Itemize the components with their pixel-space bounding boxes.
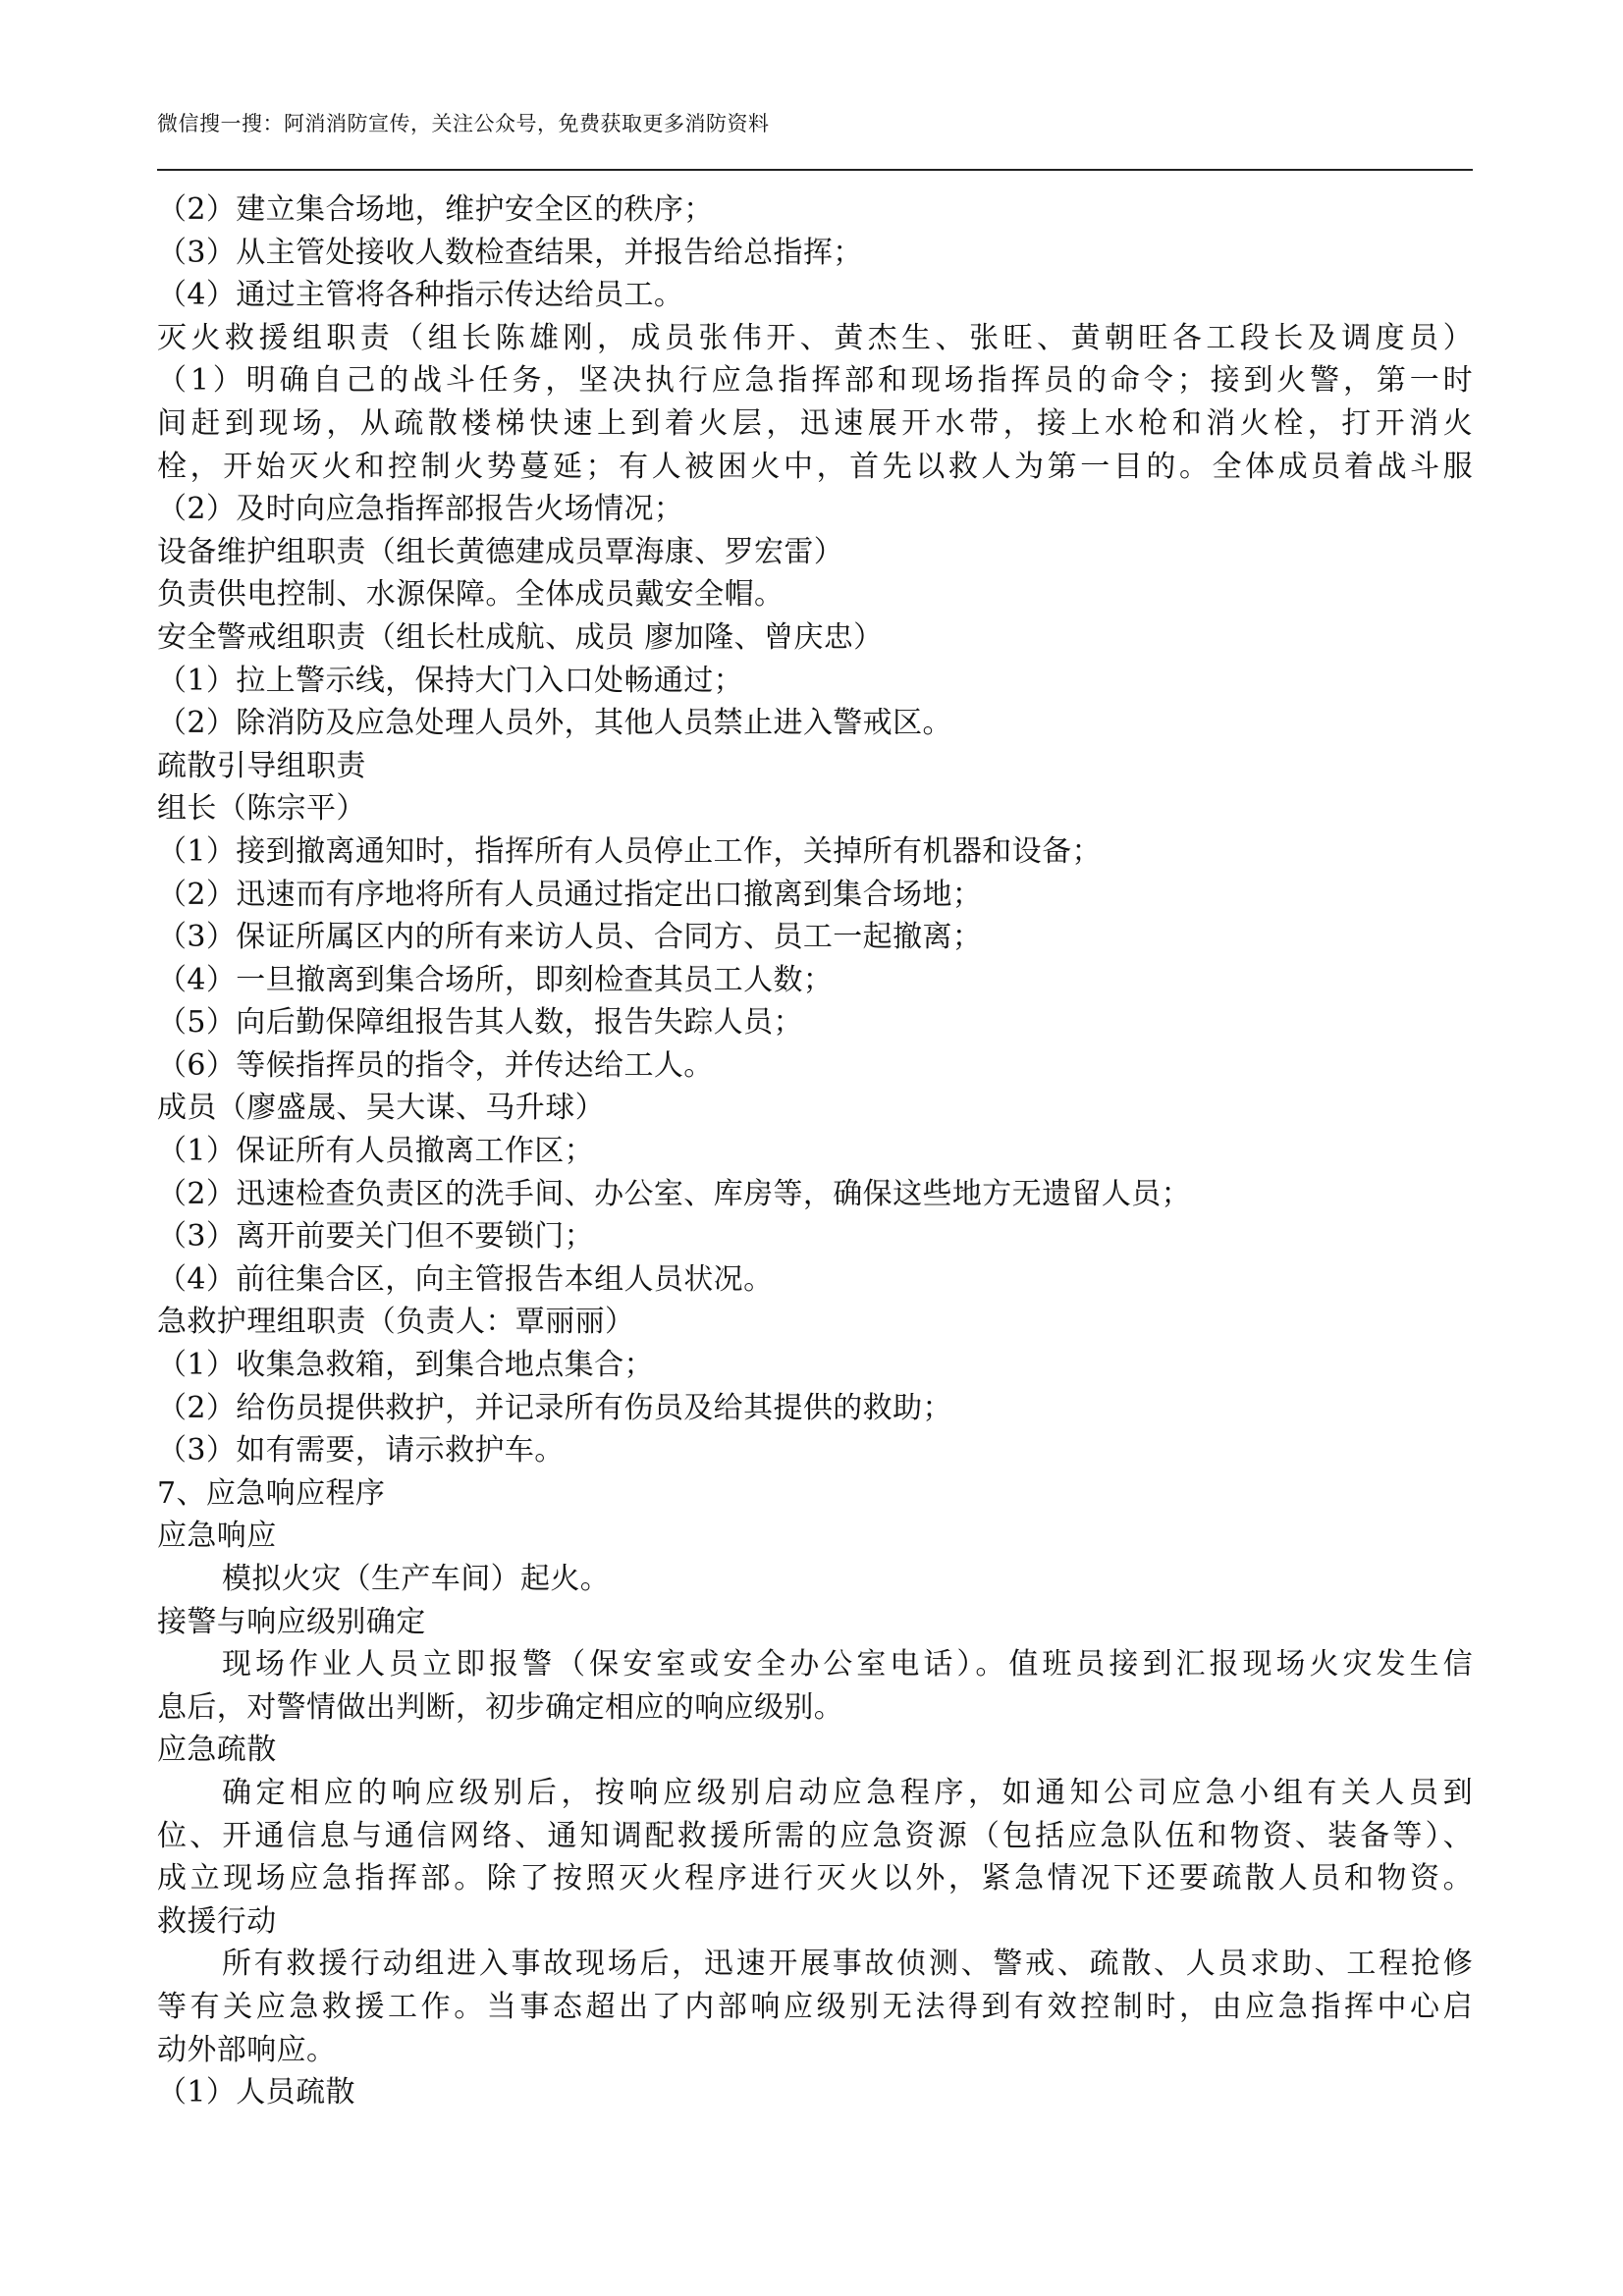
text-line: 灭火救援组职责（组长陈雄刚，成员张伟开、黄杰生、张旺、黄朝旺各工段长及调度员） (157, 320, 1473, 355)
text-line: （3）离开前要关门但不要锁门； (157, 1219, 595, 1255)
text-line: 间赶到现场，从疏散楼梯快速上到着火层，迅速展开水带，接上水枪和消火栓，打开消火 (157, 405, 1473, 441)
text-line: （3）从主管处接收人数检查结果，并报告给总指挥； (157, 235, 863, 270)
text-line: （2）及时向应急指挥部报告火场情况； (157, 492, 684, 527)
text-line: （2）建立集合场地，维护安全区的秩序； (157, 192, 714, 227)
text-line: （1）人员疏散 (157, 2075, 355, 2110)
text-line: 设备维护组职责（组长黄德建成员覃海康、罗宏雷） (157, 534, 844, 569)
text-line: （2）迅速检查负责区的洗手间、办公室、库房等，确保这些地方无遗留人员； (157, 1176, 1192, 1211)
document-body (157, 188, 1473, 2114)
section-heading: 接警与响应级别确定 (157, 1604, 426, 1639)
paragraph-line: 位、开通信息与通信网络、通知调配救援所需的应急资源（包括应急队伍和物资、装备等）、 (157, 1818, 1473, 1853)
header-divider (157, 169, 1473, 171)
text-line: （4）一旦撤离到集合场所，即刻检查其员工人数； (157, 962, 834, 997)
text-line: （1）保证所有人员撤离工作区； (157, 1134, 595, 1169)
text-line: 急救护理组职责（负责人：覃丽丽） (157, 1305, 635, 1340)
text-line: 组长（陈宗平） (157, 791, 366, 827)
section-heading: 应急疏散 (157, 1733, 277, 1768)
text-line: 成员（廖盛晟、吴大谋、马升球） (157, 1091, 605, 1126)
paragraph-line: 动外部响应。 (157, 2032, 337, 2067)
text-line: （2）迅速而有序地将所有人员通过指定出口撤离到集合场地； (157, 877, 983, 912)
paragraph-line: 等有关应急救援工作。当事态超出了内部响应级别无法得到有效控制时，由应急指挥中心启 (157, 1989, 1473, 2024)
paragraph-line: 模拟火灾（生产车间）起火。 (222, 1562, 611, 1596)
text-line: （3）保证所属区内的所有来访人员、合同方、员工一起撤离； (157, 920, 983, 955)
paragraph-line: 确定相应的响应级别后，按响应级别启动应急程序，如通知公司应急小组有关人员到 (222, 1775, 1473, 1810)
section-heading: 救援行动 (157, 1903, 277, 1939)
text-line: （4）前往集合区，向主管报告本组人员状况。 (157, 1261, 774, 1297)
text-line: （3）如有需要，请示救护车。 (157, 1433, 565, 1468)
section-heading: 7、应急响应程序 (157, 1475, 386, 1511)
text-line: （1）接到撤离通知时，指挥所有人员停止工作，关掉所有机器和设备； (157, 833, 1102, 869)
text-line: （4）通过主管将各种指示传达给员工。 (157, 278, 684, 313)
paragraph-line: 息后，对警情做出判断，初步确定相应的响应级别。 (157, 1689, 844, 1725)
text-line: （2）给伤员提供救护，并记录所有伤员及给其提供的救助； (157, 1390, 952, 1425)
text-line: （6）等候指挥员的指令，并传达给工人。 (157, 1047, 714, 1083)
text-line: 负责供电控制、水源保障。全体成员戴安全帽。 (157, 577, 784, 613)
text-line: （1）收集急救箱，到集合地点集合； (157, 1348, 654, 1383)
text-line: 栓，开始灭火和控制火势蔓延；有人被困火中，首先以救人为第一目的。全体成员着战斗服 (157, 449, 1473, 484)
text-line: （2）除消防及应急处理人员外，其他人员禁止进入警戒区。 (157, 706, 952, 741)
section-heading: 疏散引导组职责 (157, 748, 366, 783)
text-line: （1）明确自己的战斗任务，坚决执行应急指挥部和现场指挥员的命令；接到火警，第一时 (157, 363, 1473, 399)
paragraph-line: 现场作业人员立即报警（保安室或安全办公室电话）。值班员接到汇报现场火灾发生信 (222, 1647, 1473, 1682)
page-header: 微信搜一搜：阿消消防宣传，关注公众号，免费获取更多消防资料 (157, 112, 770, 135)
text-line: 安全警戒组职责（组长杜成航、成员 廖加隆、曾庆忠） (157, 619, 884, 655)
text-line: （1）拉上警示线，保持大门入口处畅通过； (157, 663, 744, 698)
section-heading: 应急响应 (157, 1519, 277, 1554)
paragraph-line: 成立现场应急指挥部。除了按照灭火程序进行灭火以外，紧急情况下还要疏散人员和物资。 (157, 1861, 1473, 1896)
text-line: （5）向后勤保障组报告其人数，报告失踪人员； (157, 1005, 803, 1041)
paragraph-line: 所有救援行动组进入事故现场后，迅速开展事故侦测、警戒、疏散、人员求助、工程抢修 (222, 1947, 1473, 1982)
